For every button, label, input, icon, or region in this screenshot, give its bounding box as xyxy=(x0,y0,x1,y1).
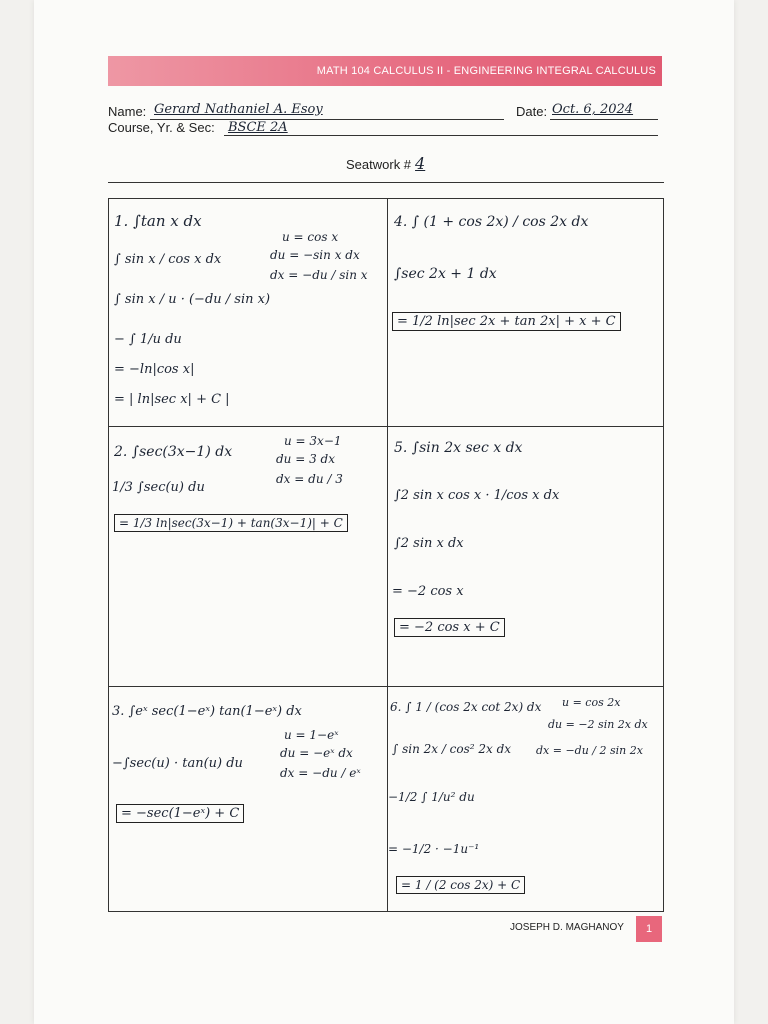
p6-step-3: −1/2 ∫ 1/u² du xyxy=(388,790,475,804)
p3-step-2: −∫sec(u) · tan(u) du xyxy=(112,756,243,771)
grid-row-divider-2 xyxy=(108,686,664,687)
grid-column-divider xyxy=(387,198,388,912)
course-title: MATH 104 CALCULUS II - ENGINEERING INTEGRAL CALCULUS xyxy=(316,65,656,77)
p5-answer: = −2 cos x + C xyxy=(394,618,505,637)
course-label: Course, Yr. & Sec: xyxy=(108,120,215,135)
p4-answer: = 1/2 ln|sec 2x + tan 2x| + x + C xyxy=(392,312,621,331)
page-number: 1 xyxy=(645,923,653,935)
p6-step-2: ∫ sin 2x / cos² 2x dx xyxy=(392,742,512,756)
name-label: Name: xyxy=(108,104,147,119)
p1-sub-2: du = −sin x dx xyxy=(270,248,360,262)
instructor-name: JOSEPH D. MAGHANOY xyxy=(510,922,624,933)
p4-step-2: ∫sec 2x + 1 dx xyxy=(394,266,497,282)
seatwork-heading xyxy=(346,154,425,173)
date-value: Oct. 6, 2024 xyxy=(552,102,634,117)
p6-sub-3: dx = −du / 2 sin 2x xyxy=(536,744,643,757)
p5-step-1: 5. ∫sin 2x sec x dx xyxy=(394,440,523,456)
p2-answer: = 1/3 ln|sec(3x−1) + tan(3x−1)| + C xyxy=(114,514,348,532)
p1-sub-1: u = cos x xyxy=(282,230,339,244)
p3-sub-2: du = −eˣ dx xyxy=(280,746,353,760)
grid-row-divider-1 xyxy=(108,426,664,427)
p1-step-1: 1. ∫tan x dx xyxy=(114,212,202,230)
p1-step-4: − ∫ 1/u du xyxy=(114,332,182,347)
p6-step-1: 6. ∫ 1 / (cos 2x cot 2x) dx xyxy=(390,700,542,714)
p1-step-5: = −ln|cos x| xyxy=(114,362,195,377)
date-underline xyxy=(550,119,658,120)
course-underline xyxy=(224,135,658,136)
p3-sub-1: u = 1−eˣ xyxy=(284,728,339,742)
p2-step-1: 2. ∫sec(3x−1) dx xyxy=(114,444,233,460)
p1-sub-3: dx = −du / sin x xyxy=(270,268,368,282)
p6-sub-2: du = −2 sin 2x dx xyxy=(548,718,648,731)
p5-step-2: ∫2 sin x cos x · 1/cos x dx xyxy=(394,488,560,503)
p6-sub-1: u = cos 2x xyxy=(562,696,621,709)
p2-sub-1: u = 3x−1 xyxy=(284,434,342,448)
p5-step-3: ∫2 sin x dx xyxy=(394,536,464,551)
p2-sub-2: du = 3 dx xyxy=(276,452,335,466)
p6-step-4: = −1/2 · −1u⁻¹ xyxy=(388,842,480,856)
course-value: BSCE 2A xyxy=(228,120,288,135)
p3-sub-3: dx = −du / eˣ xyxy=(280,766,361,780)
p2-sub-3: dx = du / 3 xyxy=(276,472,343,486)
heading-divider xyxy=(108,182,664,183)
p1-step-2: ∫ sin x / cos x dx xyxy=(114,252,222,267)
course-header-bar xyxy=(108,56,662,86)
p1-step-3: ∫ sin x / u · (−du / sin x) xyxy=(114,292,271,307)
p4-step-1: 4. ∫ (1 + cos 2x) / cos 2x dx xyxy=(394,214,589,230)
p2-step-2: 1/3 ∫sec(u) du xyxy=(112,480,205,495)
p6-answer: = 1 / (2 cos 2x) + C xyxy=(396,876,525,894)
seatwork-label: Seatwork # xyxy=(346,157,412,172)
p1-step-6: = | ln|sec x| + C | xyxy=(114,392,230,407)
p3-step-1: 3. ∫eˣ sec(1−eˣ) tan(1−eˣ) dx xyxy=(112,704,302,719)
p5-step-4: = −2 cos x xyxy=(392,584,464,599)
page-number-badge xyxy=(636,916,662,942)
p3-answer: = −sec(1−eˣ) + C xyxy=(116,804,244,823)
date-label: Date: xyxy=(516,104,548,119)
name-value: Gerard Nathaniel A. Esoy xyxy=(154,102,323,117)
seatwork-number: 4 xyxy=(415,154,426,173)
